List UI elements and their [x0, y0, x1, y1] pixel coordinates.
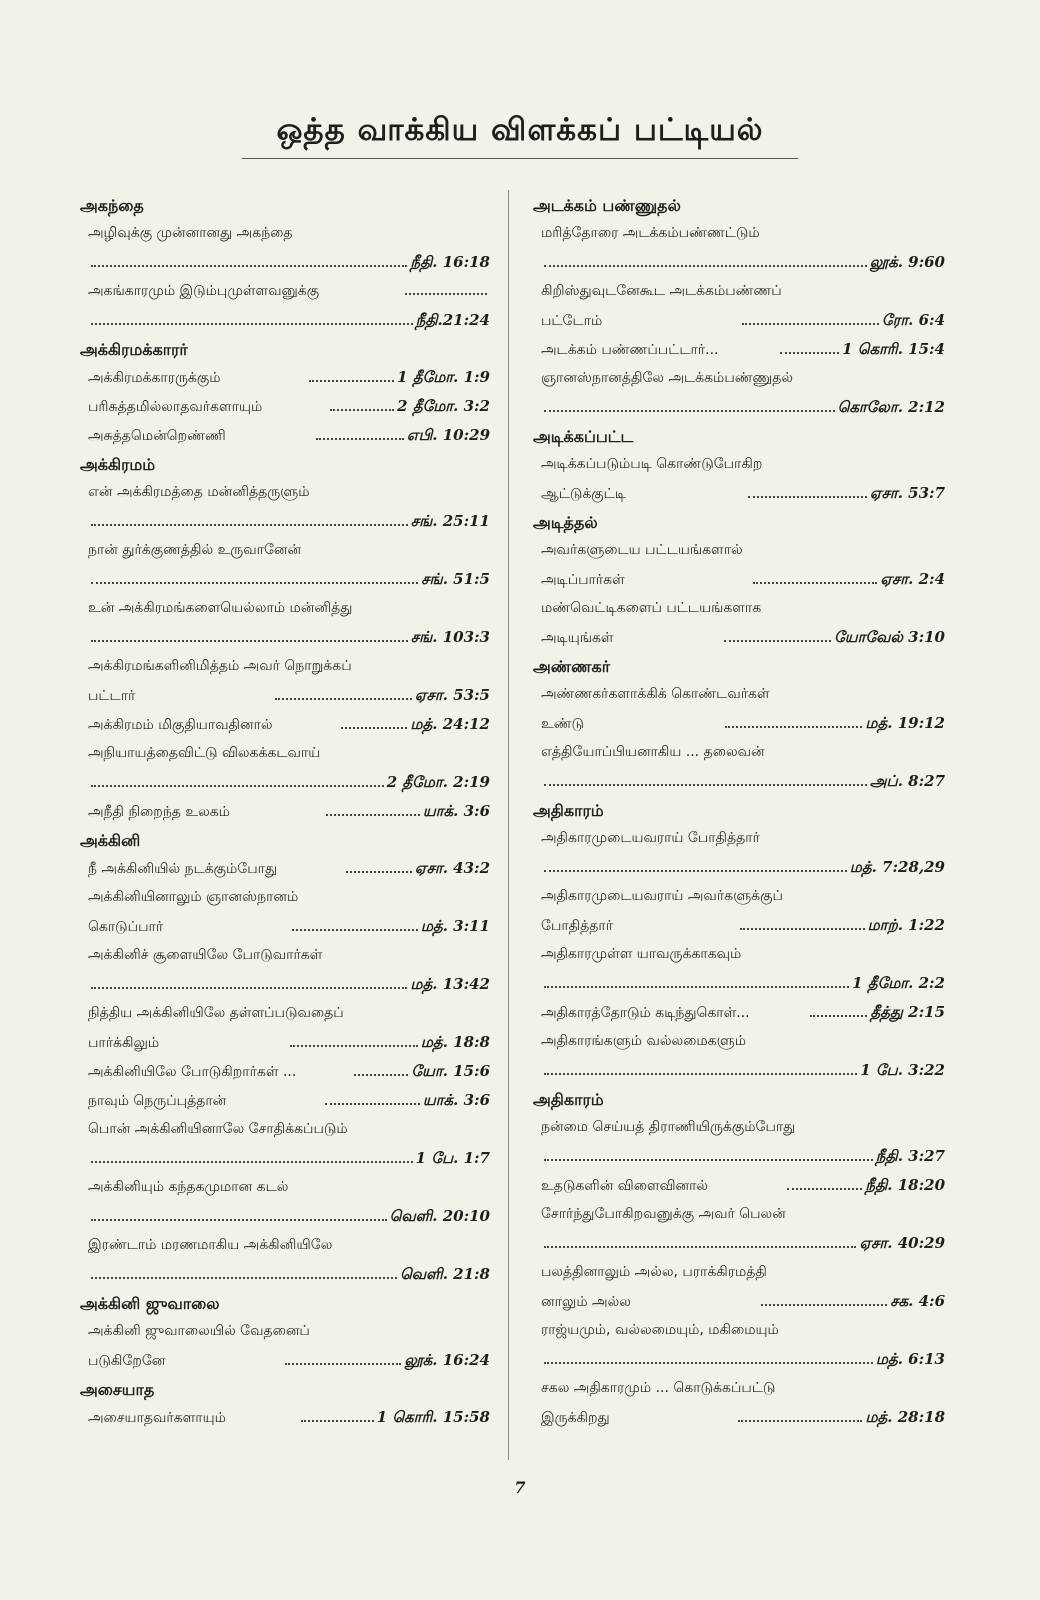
- section-heading: அகந்தை: [80, 196, 144, 215]
- scripture-reference: மத். 13:42: [410, 975, 490, 993]
- left-column: [80, 193, 490, 1434]
- scripture-reference: கொலோ. 2:12: [837, 398, 945, 416]
- entry-text-line: எத்தியோப்பியனாகிய ... தலைவன்: [541, 744, 765, 760]
- entry-reference-row: [88, 970, 490, 999]
- entry-text-line: அழிவுக்கு முன்னானது அகந்தை: [88, 225, 293, 241]
- entry-text-line: ராஜ்யமும், வல்லமையும், மகிமையும்: [541, 1322, 779, 1338]
- entry-reference-row: [88, 710, 490, 739]
- dot-leader: [91, 1161, 413, 1163]
- section-heading: அக்கிரமம்: [80, 455, 156, 474]
- index-section: [80, 828, 490, 1289]
- index-section: [80, 337, 490, 450]
- entry-lead-text: பட்டார்: [88, 688, 136, 704]
- scripture-reference: ஏசா. 53:7: [869, 484, 946, 502]
- scripture-reference: எபி. 10:29: [406, 426, 491, 444]
- dot-leader: [761, 1304, 888, 1306]
- entry-text-line: சகல அதிகாரமும் ... கொடுக்கப்பட்டு: [541, 1380, 776, 1396]
- index-section: [533, 424, 945, 508]
- entry-reference-row: [541, 306, 945, 335]
- entry-reference-row: [88, 623, 490, 652]
- entry-lead-text: அசையாதவர்களாயும்: [88, 1410, 226, 1426]
- section-heading: அடிக்கப்பட்ட: [533, 427, 634, 446]
- entry-reference-row: [88, 277, 490, 306]
- dot-leader: [292, 929, 418, 931]
- title-underline: [242, 158, 798, 159]
- section-heading: அசையாத: [80, 1380, 155, 1399]
- scripture-reference: மத். 6:13: [875, 1350, 945, 1368]
- scripture-reference: சங். 103:3: [410, 628, 490, 646]
- entry-text-line: அதிகாரமுடையவராய் அவர்களுக்குப்: [541, 888, 783, 904]
- dot-leader: [544, 410, 835, 412]
- index-entry: [80, 1231, 490, 1289]
- right-column: [533, 193, 945, 1434]
- entry-text-line: அதிகாரங்களும் வல்லமைகளும்: [541, 1033, 746, 1049]
- entry-text-line: ஞானஸ்நானத்திலே அடக்கம்பண்ணுதல்: [541, 370, 793, 386]
- index-entry: [533, 1113, 945, 1171]
- scripture-reference: நீதி. 18:20: [865, 1176, 946, 1194]
- entry-lead-text: அசுத்தமென்றெண்ணி: [88, 428, 226, 444]
- index-entry: [80, 1115, 490, 1173]
- entry-lead-text: கொடுப்பார்: [88, 919, 164, 935]
- dot-leader: [724, 640, 831, 642]
- index-section: [533, 654, 945, 796]
- entry-lead-text: அடக்கம் பண்ணப்பட்டார்...: [541, 342, 719, 358]
- entry-reference-row: [541, 335, 945, 364]
- scripture-reference: நீதி. 16:18: [410, 253, 490, 271]
- dot-leader: [91, 265, 407, 267]
- section-heading: அக்கிரமக்காரர்: [80, 340, 188, 359]
- entry-lead-text: அநீதி நிறைந்த உலகம்: [88, 804, 230, 820]
- scripture-reference: சக. 4:6: [890, 1292, 946, 1310]
- dot-leader: [740, 928, 864, 930]
- index-section: [533, 193, 945, 422]
- entry-reference-row: [88, 1028, 490, 1057]
- index-entry: [80, 883, 490, 941]
- entry-lead-text: ஆட்டுக்குட்டி: [541, 486, 626, 502]
- scripture-reference: 1 பே. 3:22: [860, 1061, 945, 1079]
- index-entry: [533, 594, 945, 652]
- entry-text-line: மரித்தோரை அடக்கம்பண்ணட்டும்: [541, 225, 760, 241]
- entry-lead-text: னாலும் அல்ல: [541, 1294, 631, 1310]
- scripture-reference: ரோ. 6:4: [881, 311, 946, 329]
- index-entry: [80, 739, 490, 797]
- entry-text-line: உன் அக்கிரமங்களையெல்லாம் மன்னித்து: [88, 600, 353, 616]
- index-entry: [80, 392, 490, 421]
- dot-leader: [91, 785, 384, 787]
- entry-lead-text: அகங்காரமும் இடும்புமுள்ளவனுக்கு: [88, 283, 320, 299]
- entry-reference-row: [541, 1142, 945, 1171]
- scripture-reference: ஏசா. 40:29: [859, 1234, 945, 1252]
- scripture-reference: மத். 24:12: [410, 715, 490, 733]
- scripture-reference: சங். 51:5: [421, 570, 490, 588]
- dot-leader: [544, 265, 867, 267]
- entry-reference-row: [541, 248, 945, 277]
- dot-leader: [301, 1420, 373, 1422]
- dot-leader: [405, 293, 487, 295]
- entry-lead-text: பார்க்கிலும்: [88, 1035, 160, 1051]
- scripture-reference: ஏசா. 43:2: [414, 859, 491, 877]
- index-entry: [80, 536, 490, 594]
- index-section: [80, 452, 490, 826]
- index-entry: [533, 219, 945, 277]
- entry-text-line: சோர்ந்துபோகிறவனுக்கு அவர் பெலன்: [541, 1206, 786, 1222]
- index-entry: [533, 364, 945, 422]
- dot-leader: [544, 1073, 857, 1075]
- dot-leader: [753, 582, 878, 584]
- entry-text-line: நித்திய அக்கினியிலே தள்ளப்படுவதைப்: [88, 1005, 344, 1021]
- index-entry: [533, 450, 945, 508]
- entry-reference-row: [541, 911, 945, 940]
- entry-text-line: பொன் அக்கினியினாலே சோதிக்கப்படும்: [88, 1121, 348, 1137]
- scripture-reference: மத். 7:28,29: [849, 858, 945, 876]
- entry-lead-text: இருக்கிறது: [541, 1410, 610, 1426]
- index-entry: [80, 652, 490, 710]
- scripture-reference: யோவேல் 3:10: [834, 628, 945, 646]
- dot-leader: [91, 640, 408, 642]
- entry-reference-row: [88, 1057, 490, 1086]
- column-divider: [508, 190, 509, 1460]
- section-heading: அதிகாரம்: [533, 1090, 604, 1109]
- entry-text-line: கிறிஸ்துவுடனேகூட அடக்கம்பண்ணப்: [541, 283, 782, 299]
- dot-leader: [780, 352, 839, 354]
- dot-leader: [544, 1362, 873, 1364]
- index-entry: [533, 1027, 945, 1085]
- scripture-reference: 1 பே. 1:7: [415, 1149, 490, 1167]
- index-entry: [80, 306, 490, 335]
- entry-lead-text: உதடுகளின் விளைவினால்: [541, 1178, 709, 1194]
- entry-reference-row: [88, 306, 490, 335]
- dot-leader: [290, 1045, 418, 1047]
- entry-lead-text: அக்கிரமக்காரருக்கும்: [88, 370, 221, 386]
- entry-text-line: அக்கினியும் கந்தகமுமான கடல்: [88, 1179, 289, 1195]
- index-entry: [533, 1171, 945, 1200]
- scripture-reference: மத். 19:12: [865, 714, 945, 732]
- index-entry: [533, 1200, 945, 1258]
- entry-lead-text: படுகிறேனே: [88, 1353, 166, 1369]
- entry-reference-row: [88, 854, 490, 883]
- entry-text-line: அக்கிரமங்களினிமித்தம் அவர் நொறுக்கப்: [88, 658, 352, 674]
- entry-reference-row: [88, 1202, 490, 1231]
- dot-leader: [309, 380, 394, 382]
- dot-leader: [91, 323, 413, 325]
- dot-leader: [544, 1246, 856, 1248]
- scripture-reference: யோ. 15:6: [411, 1062, 491, 1080]
- entry-lead-text: நீ அக்கினியில் நடக்கும்போது: [88, 861, 278, 877]
- entry-lead-text: போதித்தார்: [541, 918, 614, 934]
- dot-leader: [725, 726, 863, 728]
- entry-text-line: அவர்களுடைய பட்டயங்களால்: [541, 542, 743, 558]
- index-entry: [80, 219, 490, 277]
- dot-leader: [810, 1015, 867, 1017]
- section-heading: அண்ணகர்: [533, 657, 611, 676]
- index-entry: [80, 710, 490, 739]
- index-section: [80, 1291, 490, 1375]
- entry-text-line: இரண்டாம் மரணமாகிய அக்கினியிலே: [88, 1237, 333, 1253]
- entry-reference-row: [88, 797, 490, 826]
- dot-leader: [91, 524, 408, 526]
- dot-leader: [544, 986, 849, 988]
- entry-reference-row: [88, 565, 490, 594]
- index-entry: [533, 824, 945, 882]
- entry-text-line: அண்ணகர்களாக்கிக் கொண்டவர்கள்: [541, 686, 770, 702]
- scripture-reference: 2 தீமோ. 3:2: [397, 397, 490, 415]
- entry-text-line: பலத்தினாலும் அல்ல, பராக்கிரமத்தி: [541, 1264, 767, 1280]
- entry-text-line: அக்கினிச் சூளையிலே போடுவார்கள்: [88, 947, 323, 963]
- entry-text-line: அநியாயத்தைவிட்டு விலகக்கடவாய்: [88, 745, 321, 761]
- dot-leader: [91, 1219, 387, 1221]
- entry-reference-row: [541, 853, 945, 882]
- dot-leader: [544, 870, 847, 872]
- section-heading: அக்கினி ஜுவாலை: [80, 1294, 220, 1313]
- index-section: [533, 798, 945, 1085]
- index-section: [533, 1087, 945, 1432]
- index-entry: [80, 594, 490, 652]
- dot-leader: [341, 727, 407, 729]
- dot-leader: [91, 1277, 397, 1279]
- index-entry: [533, 1316, 945, 1374]
- entry-reference-row: [88, 1144, 490, 1173]
- dot-leader: [787, 1188, 863, 1190]
- index-entry: [80, 854, 490, 883]
- index-entry: [533, 1258, 945, 1316]
- entry-text-line: நான் துர்க்குணத்தில் உருவானேன்: [88, 542, 302, 558]
- entry-reference-row: [88, 421, 490, 450]
- index-entry: [80, 478, 490, 536]
- entry-text-line: அதிகாரமுள்ள யாவருக்காகவும்: [541, 946, 742, 962]
- dot-leader: [742, 323, 879, 325]
- dot-leader: [285, 1363, 401, 1365]
- scripture-reference: ஏசா. 2:4: [880, 570, 946, 588]
- entry-text-line: அக்கினியினாலும் ஞானஸ்நானம்: [88, 889, 299, 905]
- scripture-reference: சங். 25:11: [410, 512, 490, 530]
- entry-reference-row: [541, 969, 945, 998]
- entry-reference-row: [88, 248, 490, 277]
- scripture-reference: வெளி. 20:10: [389, 1207, 490, 1225]
- entry-reference-row: [541, 393, 945, 422]
- entry-lead-text: அக்கினியிலே போடுகிறார்கள் ...: [88, 1064, 297, 1080]
- entry-reference-row: [541, 709, 945, 738]
- entry-lead-text: பட்டோம்: [541, 313, 603, 329]
- scripture-reference: மத். 18:8: [420, 1033, 490, 1051]
- dot-leader: [316, 438, 404, 440]
- index-entry: [80, 277, 490, 306]
- entry-lead-text: அடியுங்கள்: [541, 630, 614, 646]
- index-entry: [533, 998, 945, 1027]
- entry-text-line: அடிக்கப்படும்படி கொண்டுபோகிற: [541, 456, 763, 472]
- scripture-reference: 1 தீமோ. 1:9: [397, 368, 490, 386]
- entry-reference-row: [88, 681, 490, 710]
- index-section: [80, 193, 490, 335]
- dot-leader: [326, 814, 419, 816]
- entry-reference-row: [541, 1345, 945, 1374]
- scripture-reference: அப். 8:27: [869, 772, 945, 790]
- index-entry: [80, 999, 490, 1057]
- dot-leader: [544, 784, 867, 786]
- entry-reference-row: [88, 912, 490, 941]
- entry-lead-text: அடிப்பார்கள்: [541, 572, 625, 588]
- index-entry: [533, 1374, 945, 1432]
- section-heading: அடக்கம் பண்ணுதல்: [533, 196, 681, 215]
- entry-reference-row: [541, 1287, 945, 1316]
- index-entry: [533, 335, 945, 364]
- scripture-reference: லூக். 16:24: [404, 1351, 490, 1369]
- index-section: [80, 1377, 490, 1432]
- index-entry: [533, 738, 945, 796]
- entry-text-line: என் அக்கிரமத்தை மன்னித்தருளும்: [88, 484, 310, 500]
- index-entry: [80, 421, 490, 450]
- dot-leader: [91, 582, 418, 584]
- scripture-reference: நீதி. 3:27: [875, 1147, 945, 1165]
- index-entry: [533, 882, 945, 940]
- scripture-reference: 1 கொரி. 15:4: [842, 340, 945, 358]
- entry-reference-row: [88, 1260, 490, 1289]
- dot-leader: [275, 698, 412, 700]
- index-entry: [80, 1173, 490, 1231]
- section-heading: அதிகாரம்: [533, 801, 604, 820]
- index-entry: [80, 1317, 490, 1375]
- section-heading: அக்கினி: [80, 831, 141, 850]
- entry-text-line: அதிகாரமுடையவராய் போதித்தார்: [541, 830, 760, 846]
- entry-reference-row: [88, 768, 490, 797]
- entry-text-line: நன்மை செய்யத் திராணியிருக்கும்போது: [541, 1119, 796, 1135]
- page-title: ஒத்த வாக்கிய விளக்கப் பட்டியல்: [276, 112, 764, 148]
- index-entry: [533, 940, 945, 998]
- entry-reference-row: [88, 507, 490, 536]
- index-entry: [533, 277, 945, 335]
- entry-reference-row: [541, 998, 945, 1027]
- entry-reference-row: [541, 767, 945, 796]
- scripture-reference: யாக். 3:6: [422, 1091, 491, 1109]
- page-number: 7: [514, 1478, 526, 1497]
- scripture-reference: 1 கொரி. 15:58: [376, 1408, 490, 1426]
- entry-lead-text: அதிகாரத்தோடும் கடிந்துகொள்...: [541, 1005, 750, 1021]
- section-heading: அடித்தல்: [533, 513, 598, 532]
- dot-leader: [354, 1074, 409, 1076]
- dot-leader: [91, 987, 407, 989]
- dot-leader: [748, 496, 867, 498]
- scripture-reference: நீதி.21:24: [415, 311, 490, 329]
- dot-leader: [738, 1420, 863, 1422]
- entry-reference-row: [88, 363, 490, 392]
- entry-reference-row: [541, 1229, 945, 1258]
- entry-text-line: அக்கினி ஜுவாலையில் வேதனைப்: [88, 1323, 310, 1339]
- entry-reference-row: [88, 1346, 490, 1375]
- scripture-reference: லூக். 9:60: [869, 253, 945, 271]
- dot-leader: [544, 1159, 873, 1161]
- entry-reference-row: [541, 479, 945, 508]
- index-entry: [80, 1057, 490, 1086]
- entry-reference-row: [88, 392, 490, 421]
- entry-text-line: மண்வெட்டிகளைப் பட்டயங்களாக: [541, 600, 762, 616]
- entry-reference-row: [541, 1171, 945, 1200]
- index-entry: [80, 1403, 490, 1432]
- scripture-reference: மத். 3:11: [420, 917, 490, 935]
- index-entry: [533, 680, 945, 738]
- entry-lead-text: நாவும் நெருப்புத்தான்: [88, 1093, 227, 1109]
- index-entry: [80, 941, 490, 999]
- entry-reference-row: [541, 623, 945, 652]
- entry-reference-row: [88, 1403, 490, 1432]
- entry-lead-text: பரிசுத்தமில்லாதவர்களாயும்: [88, 399, 263, 415]
- scripture-reference: மாற். 1:22: [867, 916, 945, 934]
- index-entry: [80, 363, 490, 392]
- entry-reference-row: [541, 565, 945, 594]
- scripture-reference: யாக். 3:6: [422, 802, 491, 820]
- index-entry: [533, 536, 945, 594]
- entry-lead-text: அக்கிரமம் மிகுதியாவதினால்: [88, 717, 273, 733]
- scripture-reference: 1 தீமோ. 2:2: [852, 974, 945, 992]
- dot-leader: [346, 871, 412, 873]
- scripture-reference: மத். 28:18: [865, 1408, 946, 1426]
- entry-reference-row: [541, 1056, 945, 1085]
- entry-lead-text: உண்டு: [541, 716, 585, 732]
- scripture-reference: தீத்து 2:15: [870, 1003, 946, 1021]
- index-entry: [80, 797, 490, 826]
- scripture-reference: வெளி. 21:8: [400, 1265, 490, 1283]
- entry-reference-row: [88, 1086, 490, 1115]
- entry-reference-row: [541, 1403, 945, 1432]
- scripture-reference: ஏசா. 53:5: [414, 686, 490, 704]
- index-section: [533, 510, 945, 652]
- dot-leader: [325, 1103, 420, 1105]
- dot-leader: [330, 409, 394, 411]
- index-entry: [80, 1086, 490, 1115]
- scripture-reference: 2 தீமோ. 2:19: [386, 773, 490, 791]
